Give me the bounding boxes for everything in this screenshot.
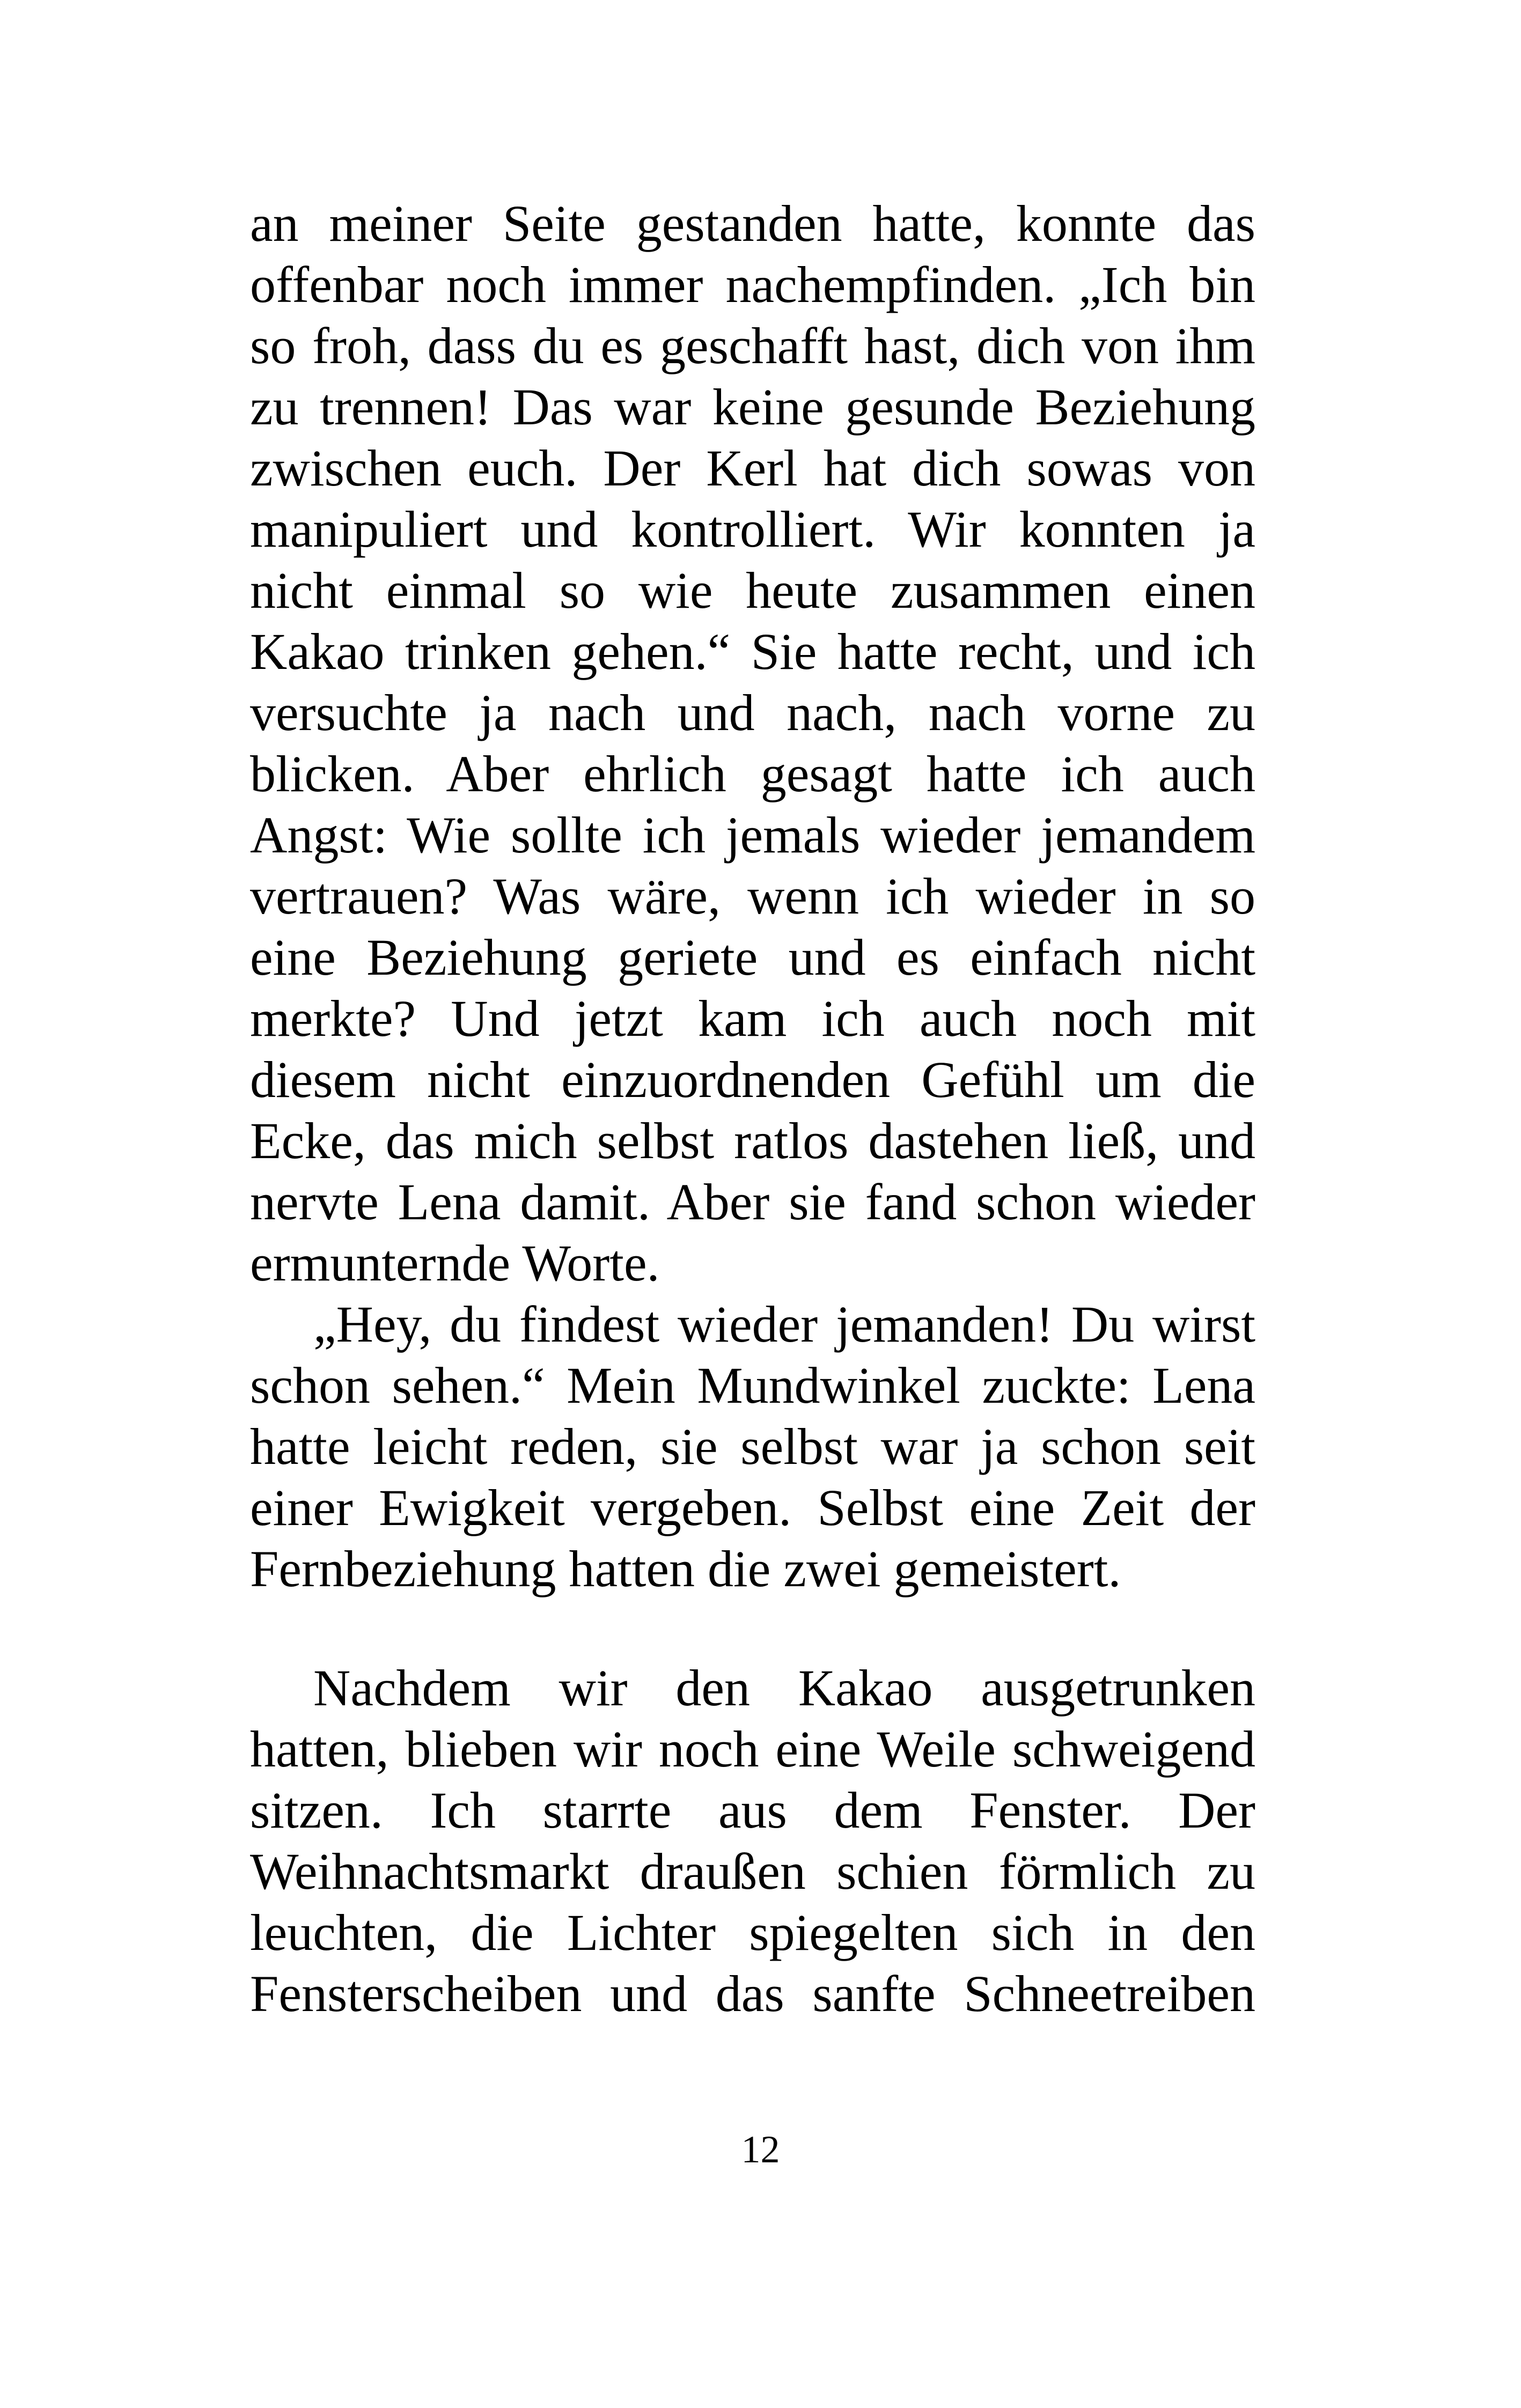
text-line: nicht einmal so wie heute zusammen einen [250, 562, 1255, 619]
text-line: versuchte ja nach und nach, nach vorne zu [250, 684, 1255, 741]
page-number: 12 [741, 2128, 780, 2171]
text-line: sitzen. Ich starrte aus dem Fenster. Der [250, 1781, 1255, 1839]
text-line: Ecke, das mich selbst ratlos dastehen ließ, und [250, 1112, 1255, 1169]
text-line: so froh, dass du es geschafft hast, dich von ihm [250, 317, 1255, 374]
text-line: offenbar noch immer nachempfinden. „Ich bin [250, 256, 1255, 313]
text-line: Nachdem wir den Kakao ausgetrunken [313, 1659, 1255, 1717]
text-line: Fensterscheiben und das sanfte Schneetreiben [250, 1965, 1255, 2022]
paragraph-2 [250, 1294, 1255, 1600]
text-line: einer Ewigkeit vergeben. Selbst eine Zeit der [250, 1479, 1255, 1536]
text-line: schon sehen.“ Mein Mundwinkel zuckte: Lena [250, 1357, 1255, 1414]
text-section-upper [250, 193, 1255, 1600]
text-line: blicken. Aber ehrlich gesagt hatte ich auch [250, 745, 1255, 802]
text-line: an meiner Seite gestanden hatte, konnte das [250, 195, 1255, 252]
text-line: Angst: Wie sollte ich jemals wieder jemandem [250, 806, 1255, 864]
text-line: manipuliert und kontrolliert. Wir konnten ja [250, 500, 1255, 558]
text-line: diesem nicht einzuordnenden Gefühl um die [250, 1051, 1255, 1108]
text-line: hatte leicht reden, sie selbst war ja schon seit [250, 1418, 1255, 1475]
paragraph-1 [250, 193, 1255, 1294]
text-line: Kakao trinken gehen.“ Sie hatte recht, und ich [250, 623, 1255, 680]
text-line: zu trennen! Das war keine gesunde Beziehung [250, 378, 1255, 436]
text-line: hatten, blieben wir noch eine Weile schweigend [250, 1720, 1255, 1778]
text-line: Fernbeziehung hatten die zwei gemeistert. [250, 1540, 1121, 1597]
text-line: merkte? Und jetzt kam ich auch noch mit [250, 990, 1255, 1047]
text-line: vertrauen? Was wäre, wenn ich wieder in so [250, 867, 1255, 925]
text-line: leuchten, die Lichter spiegelten sich in den [250, 1904, 1255, 1961]
paragraph-3 [250, 1658, 1255, 2024]
text-section-lower [250, 1658, 1255, 2024]
text-line: zwischen euch. Der Kerl hat dich sowas von [250, 439, 1255, 497]
text-line: Weihnachtsmarkt draußen schien förmlich zu [250, 1843, 1255, 1900]
text-line: nervte Lena damit. Aber sie fand schon wieder [250, 1173, 1255, 1231]
text-line: „Hey, du findest wieder jemanden! Du wirst [313, 1295, 1255, 1353]
text-line: eine Beziehung geriete und es einfach nicht [250, 929, 1255, 986]
text-line: ermunternde Worte. [250, 1234, 660, 1292]
